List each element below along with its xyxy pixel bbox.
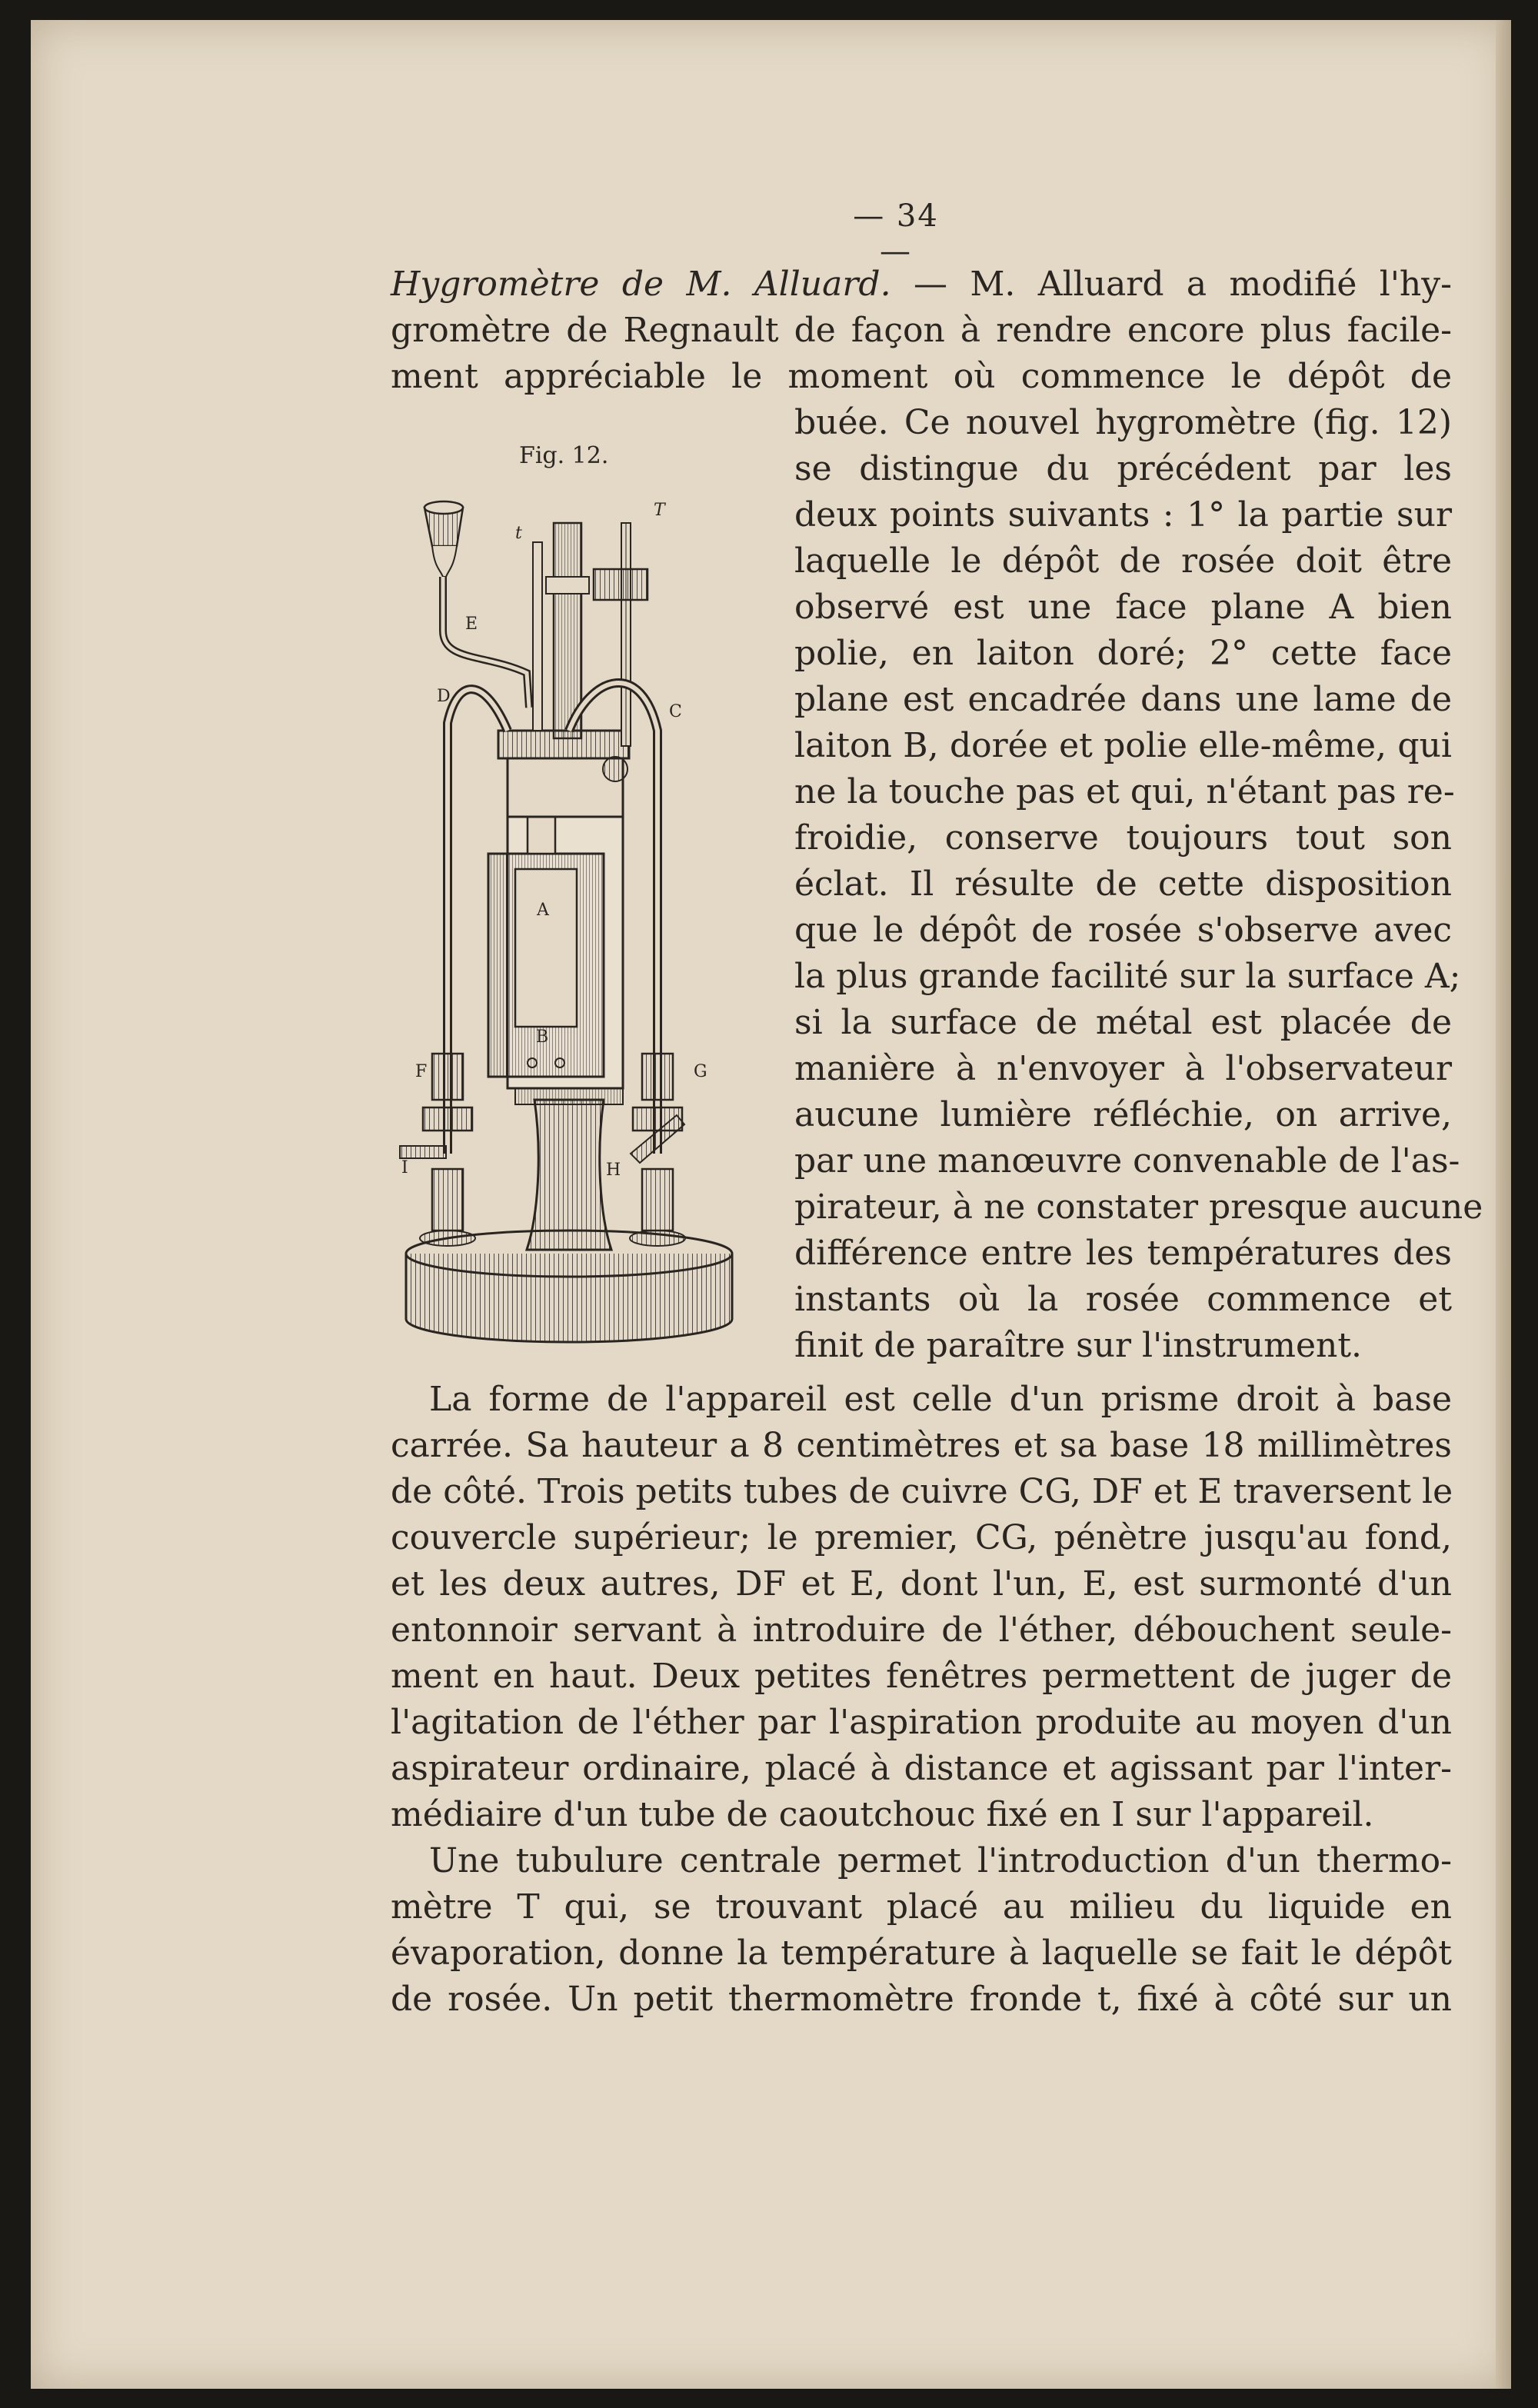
text-line: éclat. Il résulte de cette disposition: [794, 864, 1452, 904]
face-A: [515, 869, 577, 1027]
text-line: entonnoir servant à introduire de l'éther, débouchent seule-: [391, 1610, 1452, 1650]
text-line: la plus grande facilité sur la surface A;: [794, 957, 1461, 996]
text-line: aucune lumière réfléchie, on arrive,: [794, 1095, 1452, 1134]
text-line: par une manœuvre convenable de l'as-: [794, 1141, 1460, 1181]
label-C: C: [669, 702, 682, 721]
hygrometer-figure: [392, 477, 769, 1361]
label-A: A: [537, 901, 549, 920]
text-line: ment appréciable le moment où commence le dépôt de: [391, 357, 1452, 396]
label-H: H: [606, 1161, 621, 1180]
hygrometer-engraving: [392, 477, 769, 1361]
text-line: gromètre de Regnault de façon à rendre encore plus facile-: [391, 311, 1452, 350]
text-line: si la surface de métal est placée de: [794, 1003, 1452, 1042]
text-line: [391, 261, 1452, 308]
text-line: aspirateur ordinaire, placé à distance et agissant par l'inter-: [391, 1749, 1452, 1788]
text-line: pirateur, à ne constater presque aucune: [794, 1187, 1483, 1227]
text-line: que le dépôt de rosée s'observe avec: [794, 911, 1452, 950]
text-line: Une tubulure centrale permet l'introduction d'un thermo-: [429, 1841, 1452, 1880]
label-G: G: [694, 1062, 707, 1081]
tap-I: [400, 1146, 446, 1158]
thermometer-T: [533, 542, 542, 731]
text-line: froidie, conserve toujours tout son: [794, 818, 1452, 858]
label-T: T: [654, 501, 665, 520]
text-line: observé est une face plane A bien: [794, 588, 1452, 627]
text-line: de côté. Trois petits tubes de cuivre CG, DF et E traversent le: [391, 1472, 1453, 1511]
text-line: La forme de l'appareil est celle d'un prisme droit à base: [429, 1380, 1452, 1419]
text-line: ment en haut. Deux petites fenêtres permettent de juger de: [391, 1657, 1452, 1696]
text-line: polie, en laiton doré; 2° cette face: [794, 634, 1452, 673]
page-edge-right: [1496, 20, 1511, 2389]
text-line: différence entre les températures des: [794, 1234, 1452, 1273]
label-t: t: [515, 524, 522, 543]
text-line: buée. Ce nouvel hygromètre (fig. 12): [794, 403, 1452, 442]
text-line: de rosée. Un petit thermomètre fronde t, fixé à côté sur un: [391, 1980, 1452, 2019]
text-line: médiaire d'un tube de caoutchouc fixé en I sur l'appareil.: [391, 1795, 1374, 1834]
base-drum: [406, 1254, 732, 1342]
paragraph-1-intro: [391, 261, 1452, 400]
text-line: mètre T qui, se trouvant placé au milieu du liquide en: [391, 1887, 1452, 1927]
text-line: instants où la rosée commence et: [794, 1280, 1452, 1319]
label-I: I: [401, 1158, 408, 1177]
text-line: plane est encadrée dans une lame de: [794, 680, 1452, 719]
paragraph-3: [391, 1838, 1452, 2023]
text-line: évaporation, donne la température à laquelle se fait le dépôt: [391, 1933, 1452, 1973]
text-line: laquelle le dépôt de rosée doit être: [794, 541, 1452, 581]
text-line: couvercle supérieur; le premier, CG, pénètre jusqu'au fond,: [391, 1518, 1452, 1557]
text-line: deux points suivants : 1° la partie sur: [794, 495, 1452, 535]
text-line: et les deux autres, DF et E, dont l'un, E, est surmonté d'un: [391, 1564, 1452, 1604]
text-line: laiton B, dorée et polie elle-même, qui: [794, 726, 1452, 765]
text-line: ne la touche pas et qui, n'étant pas re-: [794, 772, 1455, 811]
label-B: B: [536, 1027, 549, 1047]
section-title: Hygromètre de M. Alluard.: [391, 265, 891, 304]
paragraph-2: [391, 1377, 1452, 1838]
label-F: F: [415, 1062, 428, 1081]
label-D: D: [437, 687, 451, 706]
page-number: — 34 —: [853, 198, 939, 269]
figure-caption: Fig. 12.: [519, 442, 609, 469]
text-line: manière à n'envoyer à l'observateur: [794, 1049, 1452, 1088]
pedestal: [527, 1100, 611, 1250]
text-line: l'agitation de l'éther par l'aspiration produite au moyen d'un: [391, 1703, 1452, 1742]
text-run: — M. Alluard a modifié l'hy-: [891, 265, 1452, 304]
paragraph-1-side-text: [794, 400, 1483, 1369]
label-E: E: [465, 614, 478, 634]
text-line: carrée. Sa hauteur a 8 centimètres et sa base 18 millimètres: [391, 1426, 1452, 1465]
text-line: se distingue du précédent par les: [794, 449, 1452, 488]
text-line: finit de paraître sur l'instrument.: [794, 1326, 1363, 1365]
